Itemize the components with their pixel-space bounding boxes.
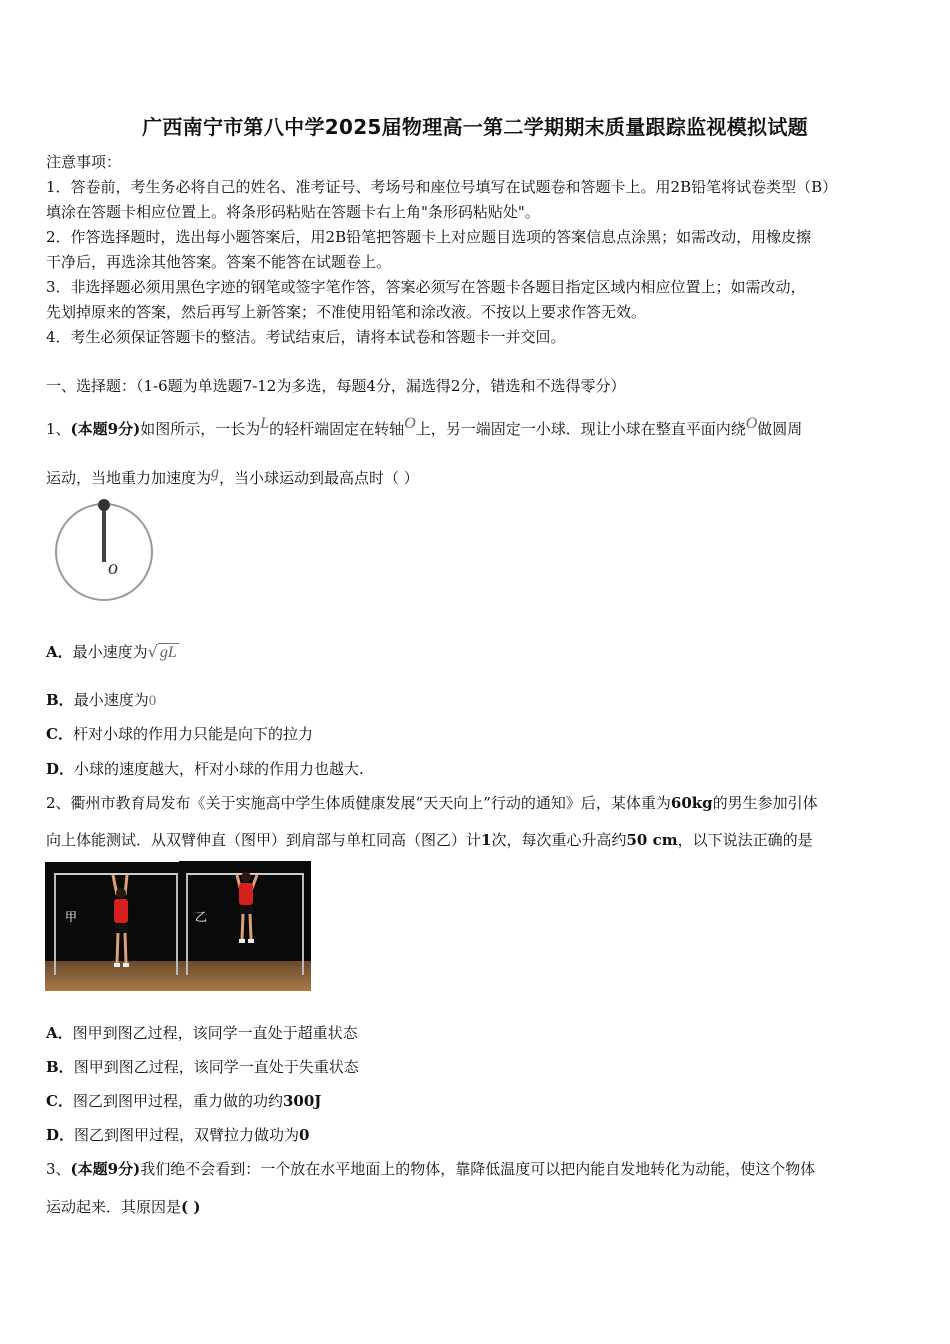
option-text: 杆对小球的作用力只能是向下的拉力 xyxy=(72,725,313,743)
option-label: C． xyxy=(46,1092,73,1110)
zero-value: 0 xyxy=(148,693,157,709)
option-label: B． xyxy=(46,1058,74,1076)
q2-number: 2、 xyxy=(46,794,71,812)
q3-line-2 xyxy=(46,1197,200,1217)
q1-line-1 xyxy=(46,414,802,439)
q3-text-a: 我们绝不会看到：一个放在水平地面上的物体，靠降低温度可以把内能自发地转化为动能，使这个物体 xyxy=(140,1160,816,1178)
notice-line-1: 1．答卷前，考生务必将自己的姓名、准考证号、考场号和座位号填写在试题卷和答题卡上。用2B铅笔将试卷类型（B） xyxy=(46,178,838,196)
option-text: 最小速度为 xyxy=(72,643,148,661)
q2-line-1 xyxy=(46,793,818,813)
q2-text-a: 衢州市教育局发布《关于实施高中学生体质健康发展“天天向上”行动的通知》后，某体重为 xyxy=(70,794,671,812)
notice-line-6: 先划掉原来的答案，然后再写上新答案；不准使用铅笔和涂改液。不按以上要求作答无效。 xyxy=(46,303,647,321)
ball xyxy=(98,499,110,511)
var-g: g xyxy=(211,464,220,481)
radicand: gL xyxy=(159,644,177,661)
q3-text-b: 运动起来．其原因是 xyxy=(46,1198,182,1216)
option-text: 图甲到图乙过程，该同学一直处于超重状态 xyxy=(72,1024,358,1042)
notice-line-4: 干净后，再选涂其他答案。答案不能答在试题卷上。 xyxy=(46,253,392,271)
notice-heading: 注意事项： xyxy=(46,153,122,171)
q1-option-d xyxy=(46,759,364,779)
q1-line2-a: 运动，当地重力加速度为 xyxy=(46,469,212,487)
q2-text-c: 向上体能测试．从双臂伸直（图甲）到肩部与单杠同高（图乙）计 xyxy=(46,831,482,849)
q2-count: 1 xyxy=(481,831,492,849)
option-label: D． xyxy=(46,760,75,778)
work-value: 0 xyxy=(299,1126,310,1144)
var-O: O xyxy=(404,415,416,432)
q1-text-c: 上，另一端固定一小球．现让小球在整直平面内绕 xyxy=(415,420,746,438)
q3-line-1 xyxy=(46,1159,815,1179)
q1-line-2 xyxy=(46,463,419,488)
pull-up-scene xyxy=(45,861,311,991)
sqrt-expression: √ gL xyxy=(147,642,177,661)
option-text: 图乙到图甲过程，重力做的功约 xyxy=(72,1092,283,1110)
notice-line-2: 填涂在答题卡相应位置上。将条形码粘贴在答题卡右上角"条形码粘贴处"。 xyxy=(46,203,540,221)
q1-text-b: 的轻杆端固定在转轴 xyxy=(269,420,405,438)
q1-score: (本题9分) xyxy=(70,420,141,438)
notice-line-7: 4．考生必须保证答题卡的整洁。考试结束后，请将本试卷和答题卡一并交回。 xyxy=(46,328,566,346)
q3-number: 3、 xyxy=(46,1160,71,1178)
q1-option-a xyxy=(46,642,179,663)
notice-line-5: 3．非选择题必须用黑色字迹的钢笔或签字笔作答，答案必须写在答题卡各题目指定区域内相应位置上；如需改动， xyxy=(46,278,806,296)
photo-label-yi: 乙 xyxy=(195,910,208,924)
answer-paren: ( ) xyxy=(181,1198,201,1216)
option-text: 图甲到图乙过程，该同学一直处于失重状态 xyxy=(73,1058,359,1076)
var-O: O xyxy=(745,415,758,432)
q1-text-a: 如图所示，一长为 xyxy=(140,420,261,438)
q1-line2-b: ，当小球运动到最高点时（ ） xyxy=(219,469,419,487)
q2-line-2 xyxy=(46,830,813,850)
q2-text-e: ，以下说法正确的是 xyxy=(677,831,813,849)
axis-label-o: o xyxy=(108,557,118,579)
q2-option-c xyxy=(46,1091,321,1111)
q1-number: 1、 xyxy=(46,420,71,438)
q2-mass: 60kg xyxy=(670,794,713,812)
option-label: B． xyxy=(46,691,74,709)
q3-score: (本题9分) xyxy=(70,1160,141,1178)
q2-option-b xyxy=(46,1057,359,1077)
option-label: A． xyxy=(46,1024,73,1042)
q2-option-d xyxy=(46,1125,309,1145)
pull-up-photo xyxy=(45,861,311,991)
q1-option-c xyxy=(46,724,313,744)
q2-text-d: 次，每次重心升高约 xyxy=(491,831,627,849)
option-text: 小球的速度越大，杆对小球的作用力也越大. xyxy=(74,760,364,778)
section-heading: 一、选择题：（1-6题为单选题7-12为多选，每题4分，漏选得2分，错选和不选得零分） xyxy=(46,377,626,395)
q2-text-b: 的男生参加引体 xyxy=(712,794,818,812)
option-label: C． xyxy=(46,725,73,743)
page-title: 广西南宁市第八中学2025届物理高一第二学期期末质量跟踪监视模拟试题 xyxy=(142,115,808,139)
notice-line-3: 2．作答选择题时，选出每小题答案后，用2B铅笔把答题卡上对应题目选项的答案信息点涂黑；如需改动，用橡皮擦 xyxy=(46,228,812,246)
var-L: L xyxy=(260,415,270,432)
q2-option-a xyxy=(46,1023,358,1043)
photo-label-jia: 甲 xyxy=(65,910,78,924)
option-label: D． xyxy=(46,1126,75,1144)
option-label: A． xyxy=(46,643,73,661)
q2-height: 50 cm xyxy=(626,831,678,849)
q1-option-b xyxy=(46,690,156,711)
work-value: 300J xyxy=(282,1092,322,1110)
rod-circle-figure xyxy=(50,494,160,614)
option-text: 最小速度为 xyxy=(73,691,149,709)
option-text: 图乙到图甲过程，双臂拉力做功为 xyxy=(74,1126,300,1144)
q1-text-d: 做圆周 xyxy=(757,420,803,438)
